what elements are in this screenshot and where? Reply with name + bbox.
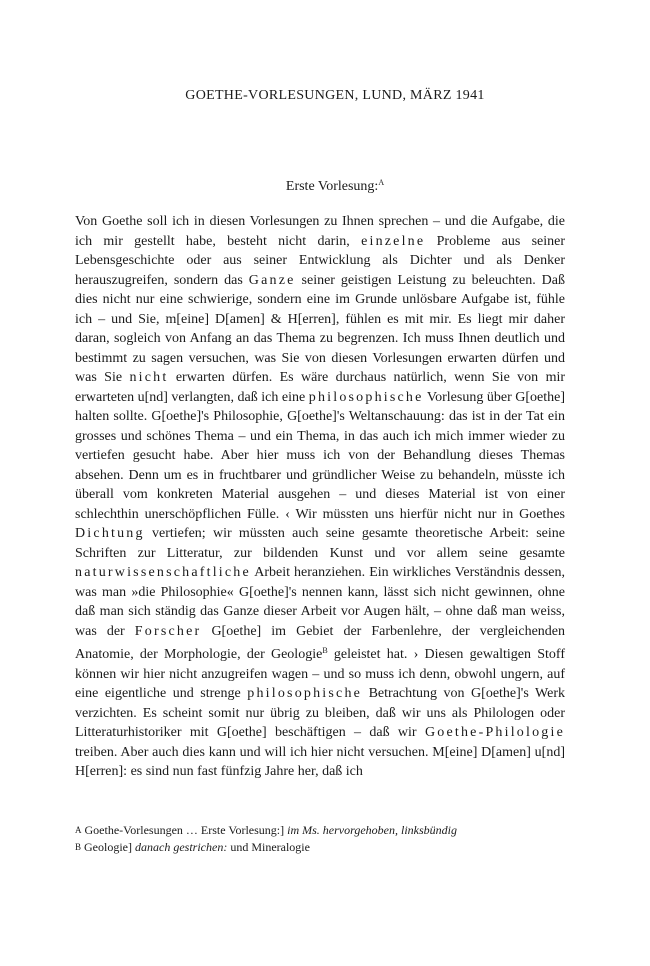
text-segment: Probleme aus seiner Lebensgeschichte oder aus seiner Entwicklung als Dichter und als Denker herauszugreifen, sondern das [75,233,566,288]
text-segment: Betrachtung von G[oethe]'s Werk verzichten. Es scheint somit nur übrig zu bleiben, daß wir uns als Philologen oder Litteraturhistoriker mit G[oethe] beschäftigen – daß wir [75,686,566,740]
footnote-marker: B [75,842,82,852]
text-segment: seiner geistigen Leistung zu beleuchten. Daß dies nicht nur eine schwierige, sondern eine im Grunde unlösbare Aufgabe ist, fühle ich – und Sie, m[eine] D[amen] & H[erren], fühlen es mit mir. Es liegt mir daher daran, sogleich von Anfang an das Thema zu begrenzen. Ich muss Ihnen deutlich und bestimmt zu sagen versuchen, was Sie von diesen Vorlesungen erwarten dürfen und was Sie [75,272,566,385]
emphasis-dichtung: Dichtung [75,526,145,541]
text-segment: treiben. Aber auch dies kann und will ich hier nicht versuchen. M[eine] D[amen] u[nd] H[erren]: es sind nun fast fünfzig Jahre her, daß ich [75,744,565,779]
emphasis-philosophische: philosophische [308,389,424,405]
note-marker-b: B [322,646,328,655]
footnote-lemma: Geologie] [84,840,132,854]
footnote-tail: und Mineralogie [230,840,310,854]
footnote-comment: danach gestrichen: [135,840,228,854]
footnote-b [75,839,565,856]
footnote-marker: A [75,825,82,835]
lecture-heading-text: Erste Vorlesung: [285,179,379,194]
lecture-heading [0,178,650,195]
note-marker-a: A [378,178,385,187]
footnote-lemma: Goethe-Vorlesungen … Erste Vorlesung:] [84,823,285,837]
emphasis-forscher: Forscher [134,623,202,639]
page-title: GOETHE-VORLESUNGEN, LUND, MÄRZ 1941 [185,88,485,103]
footnotes [75,822,565,856]
emphasis-einzelne: einzelne [361,233,426,249]
text-segment: Vorlesung über G[oethe] halten sollte. G[oethe]'s Philosophie, G[oethe]'s Weltanschauung: das ist in der Tat ein grosses und schönes Thema – und ein Thema, in das auch ich mich immer wieder zu vertiefen gesucht habe. Aber hier muss ich von der Behandlung dieses Themas absehen. Denn um es in fruchtbarer und gründlicher Weise zu behandeln, müsste ich überall vom konkreten Material ausgehen – und dieses Material ist von einer schlechthin unerschöpflichen Fülle. ‹ Wir müssten uns hierfür nicht nur in Goethes [75,389,566,522]
text-segment: erwarten dürfen. Es wäre durchaus natürlich, wenn Sie von mir erwarteten u[nd] verlangten, daß ich eine [75,370,566,405]
text-segment: Von Goethe soll ich in diesen Vorlesungen zu Ihnen sprechen – und die Aufgabe, die ich mir gestellt habe, besteht nicht darin, [75,214,565,249]
body-paragraph [75,212,565,782]
text-segment: geleistet hat. › Diesen gewaltigen Stoff können wir hier nicht anzugreifen wagen – und so muss ich denn, obwohl ungern, auf eine eigentliche und strenge [75,647,565,701]
text-segment: Arbeit heranziehen. Ein wirkliches Verständnis dessen, was man »die Philosophie« G[oethe]'s nennen kann, lässt sich nicht gewinnen, ohne daß man sich ständig das Ganze dieser Arbeit vor Augen hält, – ohne daß man weiss, was der [75,565,565,639]
emphasis-naturwissenschaftliche: naturwissenschaftliche [75,565,251,580]
footnote-comment: im Ms. hervorgehoben, linksbündig [287,823,458,837]
footnote-a [75,822,565,839]
emphasis-goethe-philologie: Goethe-Philologie [424,725,566,740]
emphasis-ganze: Ganze [248,272,296,288]
emphasis-philosophische-2: philosophische [247,686,363,701]
text-segment: vertiefen; wir müssten auch seine gesamte theoretische Arbeit: seine Schriften zur Litteratur, zur bildenden Kunst und vor allem seine gesamte [75,526,565,561]
text-segment: G[oethe] im Gebiet der Farbenlehre, der vergleichenden Anatomie, der Morphologie, der Geologie [75,623,566,662]
emphasis-nicht: nicht [129,370,169,385]
